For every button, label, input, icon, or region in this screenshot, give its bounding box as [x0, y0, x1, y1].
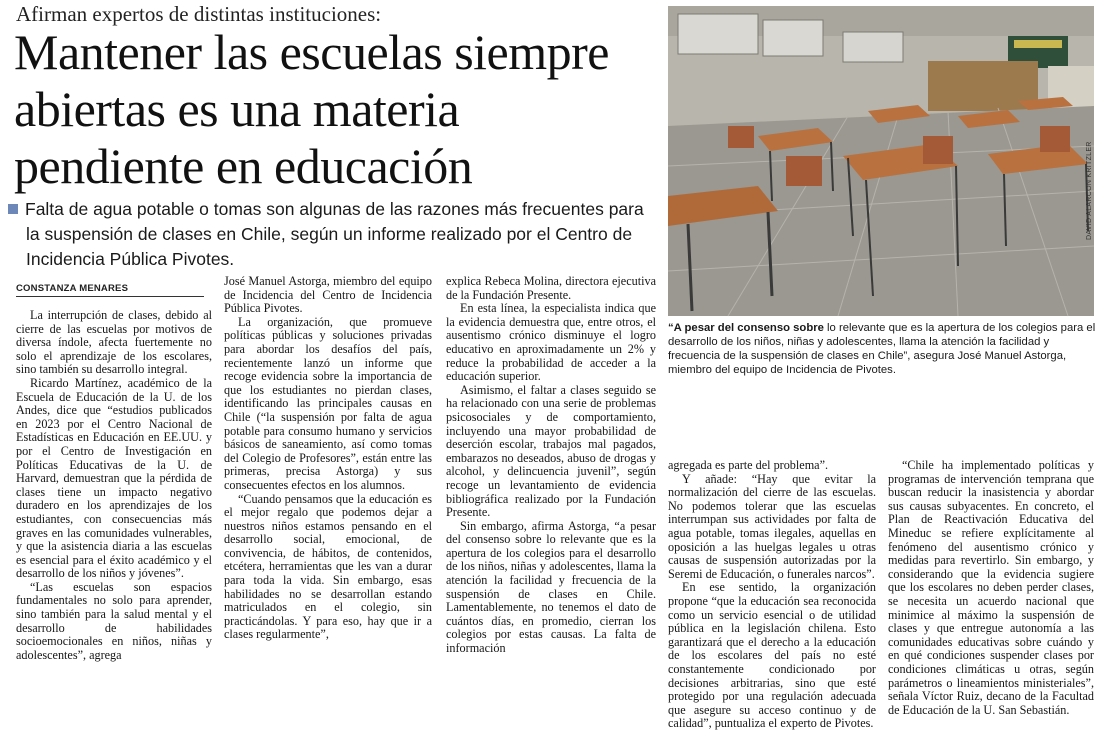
article-column-2: [224, 275, 432, 645]
paragraph: La interrupción de clases, debido al cierre de las escuelas por motivos de diversa índole, afecta fuertemente no solo el aprendizaje de los escolares, sino también su desarrollo integral.: [16, 308, 212, 377]
article-column-1: [16, 308, 212, 662]
article-column-3: [446, 274, 656, 656]
paragraph: Sin embargo, afirma Astorga, “a pesar del consenso sobre lo relevante que es la apertura de los colegios para el desarrollo de los niños, niñas y adolescentes, llama la atención la facilidad y frecuencia de la suspensión de clases en Chile. Lamentablemente, no tenemos el dato de cuántos días, en promedio, cierran los colegios por estas causas. La falta de información: [446, 518, 656, 656]
article-deck: [8, 197, 648, 272]
headline-line: pendiente en educación: [14, 138, 473, 194]
paragraph: “Cuando pensamos que la educación es el mejor regalo que podemos dejar a nuestros niños estamos pensando en el desarrollo social, emocional, de convivencia, de hábitos, de contenidos, etcétera, herramientas que les van a durar para toda la vida. Sin embargo, esas habilidades no se desarrollan estando matriculados en el colegio, sin practicándolas. Y para eso, hay que ir a clases regularmente”,: [224, 491, 432, 642]
article-headline: [14, 24, 654, 195]
paragraph: “Las escuelas son espacios fundamentales no solo para aprender, sino también para la salud mental y el desarrollo de habilidades socioemocionales en niños, niñas y adolescentes”, agrega: [16, 579, 212, 662]
article-kicker: Afirman expertos de distintas instituciones:: [16, 2, 382, 26]
classroom-photo: [668, 6, 1094, 316]
headline-line: abiertas es una materia: [14, 81, 460, 137]
paragraph: La organización, que promueve políticas públicas y soluciones privadas para abordar los desafíos del país, recientemente lanzó un informe que recoge evidencia sobre la importancia de que los estudiantes no pierdan clases, identificando las principales causas en Chile (“la suspensión por falta de agua potable para consumo humano y servicios básicos de saneamiento, así como tomas del Colegio de Profesores”, están entre las primeras, precisa Astorga) y sus consecuentes efectos en los alumnos.: [224, 314, 432, 492]
photo-credit: DAVID ALARCON KRITZLER: [1086, 141, 1093, 240]
square-bullet-icon: [8, 204, 18, 214]
deck-text: Falta de agua potable o tomas son algunas de las razones más frecuentes para: [25, 199, 644, 219]
article-column-4: [668, 458, 876, 731]
paragraph: agregada es parte del problema”.: [668, 458, 829, 472]
paragraph: En esta línea, la especialista indica que la evidencia demuestra que, entre otros, el ausentismo crónico disminuye el logro educativo en aproximadamente un 2% y reduce la probabilidad de acceder a la educación superior.: [446, 301, 656, 384]
photo-caption: [668, 321, 1096, 377]
caption-lead: “A pesar del consenso sobre: [668, 322, 824, 334]
article-column-5: [888, 458, 1094, 717]
byline-divider: [16, 296, 204, 297]
paragraph: José Manuel Astorga, miembro del equipo de Incidencia del Centro de Incidencia Pública Pivotes.: [224, 274, 432, 316]
paragraph: Asimismo, el faltar a clases seguido se ha relacionado con una serie de problemas psicosociales y de comportamiento, incluyendo una mayor probabilidad de deserción escolar, trabajos mal pagados, embarazos no deseados, abuso de drogas y alcohol, y delincuencia juvenil”, según recoge un levantamiento de evidencia bibliográfica realizado por la Fundación Presente.: [446, 382, 656, 520]
headline-line: Mantener las escuelas siempre: [14, 24, 609, 80]
deck-line: Incidencia Pública Pivotes.: [26, 249, 235, 269]
caption-text: lo relevante que es la apertura de los colegios para el desarrollo de los niños, niñas y adolescentes, llama la atención la facilidad y frecuencia de la suspensión de clases en Chile”, asegura José Manuel Astorga, miembro del equipo de Incidencia de Pivotes.: [668, 322, 1096, 376]
paragraph: “Chile ha implementado políticas y programas de intervención temprana que buscan reducir la inasistencia y abordar sus causas subyacentes. En concreto, el Plan de Reactivación Educativa del Mineduc se refiere explícitamente al fenómeno del ausentismo crónico y medidas para revertirlo. Sin embargo, y considerando que la evidencia sugiere que los escolares no deben perder clases, se necesita un acuerdo nacional que minimice al máximo la suspensión de clases y que entregue autonomía a las comunidades educativas sobre cuándo y en qué condiciones suspender clases por condiciones climáticas u otras, según parámetros o lineamientos ministeriales”, señala Víctor Ruiz, decano de la Facultad de Educación de la U. San Sebastián.: [888, 458, 1094, 717]
deck-line: [8, 197, 648, 222]
article-byline: CONSTANZA MENARES: [16, 283, 129, 294]
paragraph: explica Rebeca Molina, directora ejecutiva de la Fundación Presente.: [446, 274, 656, 302]
deck-line: la suspensión de clases en Chile, según un informe realizado por el Centro de: [26, 224, 633, 244]
paragraph: Y añade: “Hay que evitar la normalización del cierre de las escuelas. No podemos tolerar que las escuelas interrumpan sus actividades por falta de agua potable, tomas ilegales, aquellas en oposición a las huelgas legales u otras causas de suspensión autorizadas por la Seremi de Educación, o funerales narcos”.: [668, 471, 876, 581]
paragraph: Ricardo Martínez, académico de la Escuela de Educación de la U. de los Andes, dice que “estudios publicados en 2023 por el Centro Nacional de Estadísticas en Educación en EE.UU. y por el Centro de Investigación en Políticas Educativas de la U. de Harvard, demuestran que la pérdida de clases tiene un impacto negativo duradero en los aprendizajes de los estudiantes, con consecuencias más graves en las comunidades vulnerables, y que la asistencia diaria a las escuelas es esencial para el éxito académico y el desarrollo de los niños y jóvenes”.: [16, 375, 212, 581]
paragraph: En ese sentido, la organización propone “que la educación sea reconocida como un servicio esencial o de utilidad pública en la legislación chilena. Esto garantizará que el derecho a la educación de los escolares del país no esté constantemente condicionado por decisiones arbitrarias, sino que esté protegido por una regulación adecuada que asegure su acceso continuo y de calidad”, puntualiza el experto de Pivotes.: [668, 580, 876, 731]
